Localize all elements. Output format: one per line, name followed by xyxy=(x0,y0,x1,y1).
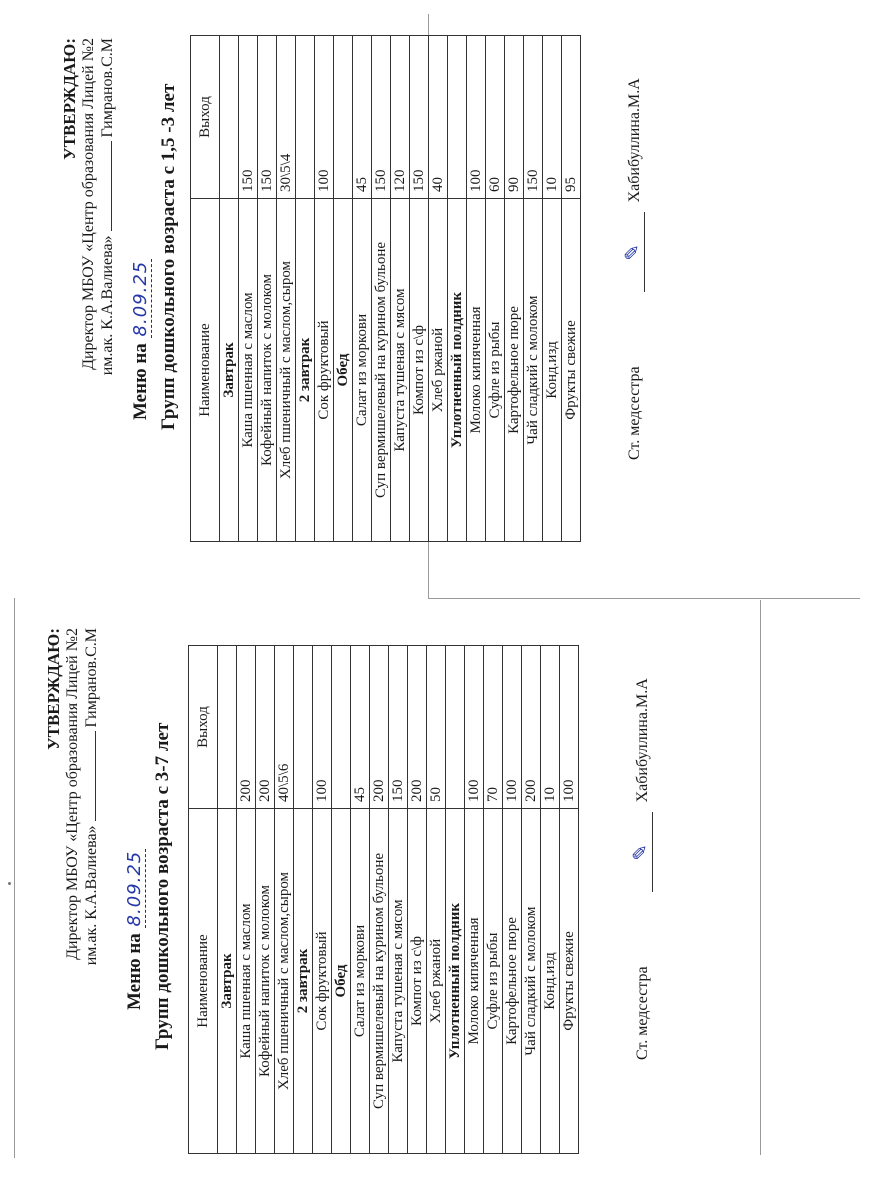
dish-name: Фрукты свежие xyxy=(560,809,579,1154)
dish-output: 40 xyxy=(429,36,448,199)
dish-output: 100 xyxy=(560,646,579,809)
dish-output: 200 xyxy=(370,646,389,809)
table-row xyxy=(408,646,427,1154)
section-title: Завтрак xyxy=(218,809,237,1154)
dish-name: Суп вермишелевый на курином бульоне xyxy=(370,809,389,1154)
dish-output: 150 xyxy=(258,36,277,199)
dish-name: Хлеб ржаной xyxy=(427,809,446,1154)
dish-name: Каша пшенная с маслом xyxy=(239,199,258,542)
dish-output: 10 xyxy=(543,36,562,199)
dish-name: Компот из с\ф xyxy=(410,199,429,542)
dish-name: Хлеб пшеничный с маслом,сыром xyxy=(275,809,294,1154)
scan-dot xyxy=(8,882,11,885)
dish-name: Суфле из рыбы xyxy=(484,809,503,1154)
table-row xyxy=(275,646,294,1154)
table-row xyxy=(524,36,543,542)
section-row xyxy=(446,646,465,1154)
dish-output xyxy=(446,646,465,809)
approval-heading: УТВЕРЖДАЮ: xyxy=(44,628,63,750)
section-title: Обед xyxy=(332,809,351,1154)
header-output: Выход xyxy=(189,646,218,809)
table-row xyxy=(258,36,277,542)
menu-prefix: Меню на xyxy=(130,343,151,420)
signature-handwritten-mark: ✎ xyxy=(620,212,645,292)
table-row xyxy=(562,36,581,542)
menu-sheet-3-7 xyxy=(40,620,690,1160)
table-row xyxy=(239,36,258,542)
menu-table xyxy=(188,645,579,1154)
dish-output: 150 xyxy=(239,36,258,199)
approval-line1: Директор МБОУ «Центр образования Лицей №2 xyxy=(64,628,81,960)
dish-output: 100 xyxy=(503,646,522,809)
signature-role: Ст. медсестра xyxy=(626,366,643,460)
approval-director-name: Гимранов.С.М xyxy=(99,38,116,138)
table-row xyxy=(427,646,446,1154)
table-row xyxy=(503,646,522,1154)
dish-output: 50 xyxy=(427,646,446,809)
section-title: Уплотненный полдник xyxy=(446,809,465,1154)
section-title: 2 завтрак xyxy=(294,809,313,1154)
signature-handwritten-mark: ✎ xyxy=(628,812,653,892)
table-row xyxy=(389,646,408,1154)
dish-name: Хлеб пшеничный с маслом,сыром xyxy=(277,199,296,542)
dish-name: Капуста тушеная с мясом xyxy=(391,199,410,542)
dish-output: 200 xyxy=(256,646,275,809)
table-row xyxy=(484,646,503,1154)
signature-line xyxy=(620,78,645,460)
dish-output: 70 xyxy=(484,646,503,809)
table-row xyxy=(372,36,391,542)
dish-output: 95 xyxy=(562,36,581,199)
approval-heading: УТВЕРЖДАЮ: xyxy=(60,38,79,160)
dish-name: Хлеб ржаной xyxy=(429,199,448,542)
dish-name: Суфле из рыбы xyxy=(486,199,505,542)
dish-name: Фрукты свежие xyxy=(562,199,581,542)
approval-director-name: Гимранов.С.М xyxy=(83,628,100,728)
table-row xyxy=(410,36,429,542)
table-row xyxy=(370,646,389,1154)
dish-output xyxy=(448,36,467,199)
dish-name: Капуста тушеная с мясом xyxy=(389,809,408,1154)
dish-name: Кофейный напиток с молоком xyxy=(256,809,275,1154)
dish-output xyxy=(220,36,239,199)
table-header-row xyxy=(189,646,218,1154)
dish-output: 45 xyxy=(353,36,372,199)
dish-output: 60 xyxy=(486,36,505,199)
group-title: Групп дошкольного возраста с 1,5 -3 лет xyxy=(158,83,179,430)
dish-name: Картофельное пюре xyxy=(505,199,524,542)
dish-name: Картофельное пюре xyxy=(503,809,522,1154)
table-row xyxy=(543,36,562,542)
table-row xyxy=(465,646,484,1154)
dish-output: 120 xyxy=(391,36,410,199)
dish-name: Конд.изд xyxy=(541,809,560,1154)
sheet-edge-left-right xyxy=(760,600,761,1155)
dish-output: 200 xyxy=(522,646,541,809)
approval-academician: им.ак. К.А.Валиева» xyxy=(99,235,116,376)
dish-name: Компот из с\ф xyxy=(408,809,427,1154)
section-title: 2 завтрак xyxy=(296,199,315,542)
dish-output: 40\5\6 xyxy=(275,646,294,809)
approval-academician: им.ак. К.А.Валиева» xyxy=(83,825,100,966)
dish-name: Чай сладкий с молоком xyxy=(522,809,541,1154)
header-output: Выход xyxy=(191,36,220,199)
approval-signature-line xyxy=(98,141,112,231)
signature-name: Хабибуллина.М.А xyxy=(634,678,651,803)
table-row xyxy=(351,646,370,1154)
approval-signature-line xyxy=(82,731,96,821)
header-name: Наименование xyxy=(191,199,220,542)
dish-name: Салат из моркови xyxy=(353,199,372,542)
dish-output: 100 xyxy=(467,36,486,199)
dish-name: Суп вермишелевый на курином бульоне xyxy=(372,199,391,542)
menu-table xyxy=(190,35,581,542)
section-row xyxy=(332,646,351,1154)
signature-role: Ст. медсестра xyxy=(634,966,651,1060)
dish-output xyxy=(296,36,315,199)
menu-sheet-1-5-3 xyxy=(60,30,855,590)
section-title: Завтрак xyxy=(220,199,239,542)
dish-output: 30\5\4 xyxy=(277,36,296,199)
menu-date-title xyxy=(124,849,146,1010)
section-row xyxy=(296,36,315,542)
approval-line2 xyxy=(82,628,101,965)
section-row xyxy=(218,646,237,1154)
dish-output: 100 xyxy=(313,646,332,809)
dish-output xyxy=(294,646,313,809)
table-header-row xyxy=(191,36,220,542)
table-row xyxy=(505,36,524,542)
approval-line1: Директор МБОУ «Центр образования Лицей №2 xyxy=(80,38,97,370)
dish-output: 45 xyxy=(351,646,370,809)
approval-block xyxy=(60,38,117,375)
dish-name: Кофейный напиток с молоком xyxy=(258,199,277,542)
signature-name: Хабибуллина.М.А xyxy=(626,78,643,203)
dish-output: 200 xyxy=(237,646,256,809)
section-title: Обед xyxy=(334,199,353,542)
dish-name: Салат из моркови xyxy=(351,809,370,1154)
table-row xyxy=(467,36,486,542)
table-row xyxy=(277,36,296,542)
menu-date-handwritten: 8.09.25 xyxy=(130,260,151,337)
table-row xyxy=(560,646,579,1154)
sheet-edge-left-vertical xyxy=(14,598,15,1158)
dish-name: Сок фруктовый xyxy=(313,809,332,1154)
menu-date-handwritten: 8.09.25 xyxy=(124,850,145,927)
dish-output: 10 xyxy=(541,646,560,809)
dish-output xyxy=(334,36,353,199)
table-row xyxy=(391,36,410,542)
sheet-edge-right-top xyxy=(428,598,860,599)
approval-block xyxy=(44,628,101,965)
dish-output: 90 xyxy=(505,36,524,199)
dish-output: 100 xyxy=(315,36,334,199)
dish-output xyxy=(332,646,351,809)
table-row xyxy=(237,646,256,1154)
table-row xyxy=(353,36,372,542)
section-row xyxy=(294,646,313,1154)
dish-output: 150 xyxy=(372,36,391,199)
header-name: Наименование xyxy=(189,809,218,1154)
section-row xyxy=(448,36,467,542)
table-row xyxy=(541,646,560,1154)
dish-name: Конд.изд xyxy=(543,199,562,542)
section-row xyxy=(334,36,353,542)
menu-prefix: Меню на xyxy=(124,933,145,1010)
group-title: Групп дошкольного возраста с 3-7 лет xyxy=(152,722,173,1050)
dish-name: Молоко кипяченная xyxy=(465,809,484,1154)
dish-output: 150 xyxy=(524,36,543,199)
approval-line2 xyxy=(98,38,117,375)
dish-name: Молоко кипяченная xyxy=(467,199,486,542)
dish-name: Чай сладкий с молоком xyxy=(524,199,543,542)
table-row xyxy=(486,36,505,542)
dish-name: Сок фруктовый xyxy=(315,199,334,542)
table-row xyxy=(313,646,332,1154)
section-title: Уплотненный полдник xyxy=(448,199,467,542)
dish-output: 150 xyxy=(410,36,429,199)
signature-line xyxy=(628,678,653,1060)
dish-output: 200 xyxy=(408,646,427,809)
table-row xyxy=(429,36,448,542)
dish-name: Каша пшенная с маслом xyxy=(237,809,256,1154)
table-row xyxy=(256,646,275,1154)
menu-date-title xyxy=(130,259,152,420)
table-row xyxy=(522,646,541,1154)
table-row xyxy=(315,36,334,542)
section-row xyxy=(220,36,239,542)
dish-output xyxy=(218,646,237,809)
dish-output: 150 xyxy=(389,646,408,809)
dish-output: 100 xyxy=(465,646,484,809)
